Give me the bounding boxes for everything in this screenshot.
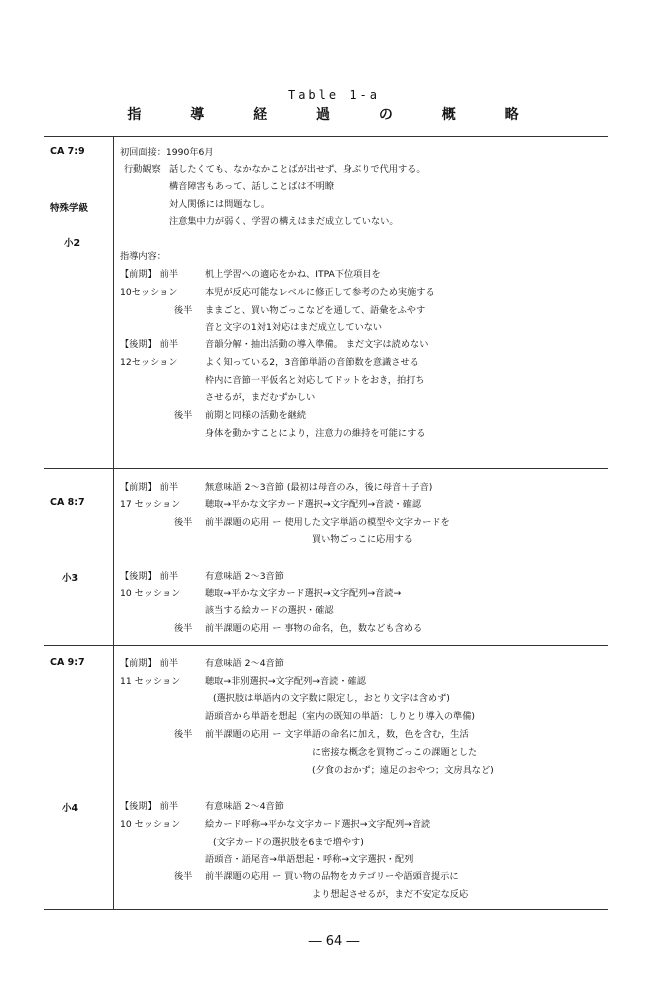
half-label: 後半 — [174, 517, 193, 528]
period-label: 【前期】 前半 — [120, 269, 179, 280]
age-label-ca97: CA 9:7 — [50, 657, 85, 668]
period-label: 【後期】 前半 — [120, 339, 179, 350]
section-divider-1 — [44, 468, 608, 469]
session-count: 12セッション — [120, 357, 178, 368]
observation-label: 行動観察 — [124, 164, 161, 175]
period-label: 【前期】 前半 — [120, 482, 179, 493]
text-line: よく知っている2，3音節単語の音節数を意識させる — [205, 357, 419, 368]
text-line: ままごと、買い物ごっこなどを通して、語彙をふやす — [205, 305, 426, 316]
half-label: 後半 — [174, 729, 193, 740]
text-line: より想起させるが，まだ不安定な反応 — [312, 889, 469, 900]
text-line: 前半課題の応用 ー 買い物の品物をカテゴリーや語頭音提示に — [205, 871, 459, 882]
page-number: ― 64 ― — [308, 934, 360, 949]
session-count: 10 セッション — [120, 819, 181, 830]
text-line: 聴取→平かな文字カード選択→文字配列→音読・確認 — [205, 499, 422, 510]
text-line: 本児が反応可能なレベルに修正して参考のため実施する — [205, 287, 435, 298]
text-line: 無意味語 2～3音節 (最初は母音のみ，後に母音＋子音) — [205, 482, 433, 493]
period-label: 【後期】 前半 — [120, 801, 179, 812]
section-divider-2 — [44, 645, 608, 646]
text-line: 有意味語 2～4音節 — [205, 658, 284, 669]
guidance-heading: 指導内容： — [120, 251, 166, 262]
age-label-ca79: CA 7:9 — [50, 146, 85, 157]
text-line: 机上学習への適応をかね、ITPA下位項目を — [205, 269, 381, 280]
top-rule — [44, 136, 608, 137]
half-label: 後半 — [174, 623, 193, 634]
text-line: 音と文字の1対1対応はまだ成立していない — [205, 322, 383, 333]
text-line: (夕食のおかず；遠足のおやつ；文房具など) — [312, 765, 494, 776]
text-line: 対人関係には問題なし。 — [169, 199, 271, 210]
session-count: 10セッション — [120, 287, 178, 298]
bottom-rule — [44, 909, 608, 910]
session-count: 17 セッション — [120, 499, 181, 510]
session-count: 10 セッション — [120, 588, 181, 599]
text-line: 前期と同様の活動を継続 — [205, 410, 307, 421]
text-line: 有意味語 2～3音節 — [205, 571, 284, 582]
text-line: に密接な概念を買物ごっこの課題とした — [312, 747, 478, 758]
text-line: 音韻分解・抽出活動の導入準備。 まだ文字は読めない — [205, 339, 429, 350]
text-line: 買い物ごっこに応用する — [312, 534, 413, 545]
text-line: 前半課題の応用 ー 使用した文字単語の模型や文字カードを — [205, 517, 450, 528]
grade-label-2: 小2 — [64, 238, 81, 249]
session-count: 11 セッション — [120, 676, 181, 687]
table-label: Table 1-a — [287, 88, 381, 102]
half-label: 後半 — [174, 410, 193, 421]
text-line: 有意味語 2～4音節 — [205, 801, 284, 812]
grade-label-3: 小3 — [62, 573, 79, 584]
text-line: 語頭音・語尾音→単語想起・呼称→文字選択・配列 — [205, 854, 414, 865]
text-line: 注意集中力が弱く、学習の構えはまだ成立していない。 — [169, 216, 399, 227]
period-label: 【前期】 前半 — [120, 658, 179, 669]
period-label: 【後期】 前半 — [120, 571, 179, 582]
half-label: 後半 — [174, 871, 193, 882]
text-line: 前半課題の応用 ー 事物の命名，色，数なども含める — [205, 623, 423, 634]
text-line: 構音障害もあって、話しことばは不明瞭 — [169, 181, 335, 192]
text-line: (選択肢は単語内の文字数に限定し，おとり文字は含めず) — [213, 693, 450, 704]
class-label: 特殊学級 — [50, 203, 89, 214]
column-divider — [113, 136, 114, 909]
table-title: 指 導 経 過 の 概 略 — [127, 107, 541, 123]
text-line: 話したくても、なかなかことばが出せず、身ぶりで代用する。 — [169, 164, 426, 175]
text-line: 聴取→非別選択→文字配列→音読・確認 — [205, 676, 366, 687]
text-line: 絵カード呼称→平かな文字カード選択→文字配列→音読 — [205, 819, 431, 830]
grade-label-4: 小4 — [62, 803, 79, 814]
age-label-ca87: CA 8:7 — [50, 497, 85, 508]
text-line: 身体を動かすことにより，注意力の維持を可能にする — [205, 428, 426, 439]
text-line: 聴取→平かな文字カード選択→文字配列→音読→ — [205, 588, 402, 599]
half-label: 後半 — [174, 305, 193, 316]
text-line: 該当する絵カードの選択・確認 — [205, 605, 334, 616]
text-line: 語頭音から単語を想起（室内の既知の単語：しりとり導入の準備) — [205, 711, 476, 722]
text-line: (文字カードの選択肢を6まで増やす) — [213, 837, 364, 848]
first-interview: 初回面接：1990年6月 — [120, 147, 214, 158]
text-line: 枠内に音節一平仮名と対応してドットをおき，拍打ち — [205, 375, 425, 386]
text-line: させるが，まだむずかしい — [205, 392, 316, 403]
text-line: 前半課題の応用 ー 文字単語の命名に加え，数，色を含む，生活 — [205, 729, 469, 740]
